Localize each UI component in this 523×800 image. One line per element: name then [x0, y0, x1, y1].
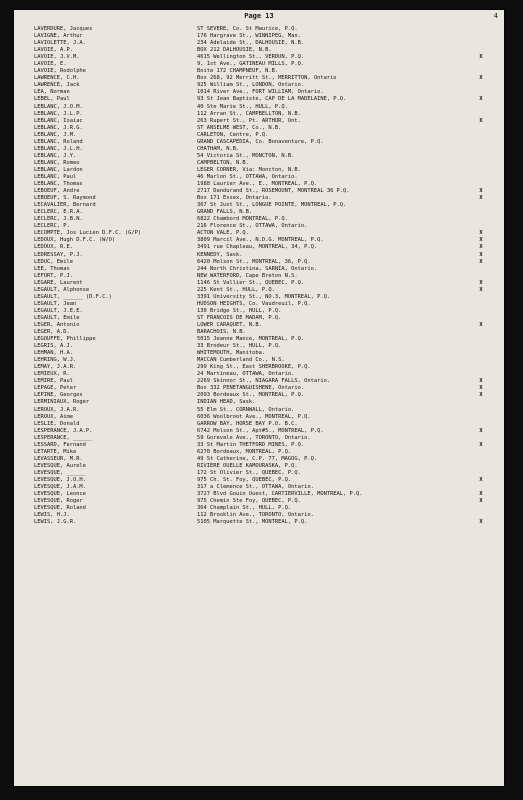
- entry-name: LEGER, Antonio: [34, 321, 80, 328]
- entry-address: 6036 Woolbroot Ave., MONTREAL, P.Q.: [197, 413, 311, 420]
- list-item: [14, 75, 504, 82]
- list-item: [14, 216, 504, 223]
- list-item: [14, 111, 504, 118]
- entry-name: LEDOUX, Hugh D.F.C. (W/O): [34, 237, 116, 244]
- list-item: [14, 449, 504, 456]
- entry-name: LEBOEUF, Andre: [34, 188, 80, 195]
- entry-name: LEE, Thomas: [34, 265, 70, 272]
- entry-name: LEHRING, W.J.: [34, 357, 77, 364]
- list-item: [14, 294, 504, 301]
- entry-address: 2717 Dandurand St., ROSEMOUNT, MONTREAL 36 P.Q.: [197, 188, 350, 195]
- entry-address: Box 332 PENETANGUISHENE, Ontario.: [197, 385, 305, 392]
- list-item: [14, 463, 504, 470]
- list-item: [14, 104, 504, 111]
- list-item: [14, 477, 504, 484]
- entry-name: LEBLANC, Lardon: [34, 166, 83, 173]
- entry-address: NEW WATERFORD, Cape Breton N.S.: [197, 272, 298, 279]
- entry-name: LEBLANC, Thomas: [34, 181, 83, 188]
- entry-name: LEGAULT, ______ (D.F.C.): [34, 293, 112, 300]
- entry-name: LAVIGNE, Arthur: [34, 33, 83, 40]
- entry-name: LECLERC, E.R.A.: [34, 209, 83, 216]
- entry-address: 59 Gorevale Ave., TORONTO, Ontario.: [197, 434, 311, 441]
- list-item: [14, 195, 504, 202]
- list-item: [14, 456, 504, 463]
- entry-name: LEVESQUE, ______: [34, 469, 86, 476]
- entry-name: LEDRESSAY, P.J.: [34, 251, 83, 258]
- entry-address: 9, 1st Ave., GATINEAU MILLS, P.Q.: [197, 61, 305, 68]
- list-item: [14, 329, 504, 336]
- entry-address: 6822 Chambord MONTREAL, P.Q.: [197, 216, 288, 223]
- list-item: [14, 491, 504, 498]
- entry-address: 299 King St., East SHERBROOKE, P.Q.: [197, 364, 311, 371]
- list-item: [14, 252, 504, 259]
- entry-name: LECOMPTE, Jos Lucien D.F.C. (G/P): [34, 230, 142, 237]
- entry-address: 24 Martineau, OTTAWA, Ontario.: [197, 371, 295, 378]
- entry-mark: X: [479, 279, 483, 286]
- entry-address: 5105 Marquette St., MONTREAL, P.Q.: [197, 519, 308, 526]
- entry-address: 925 William St., LONDON, Ontario.: [197, 82, 305, 89]
- list-item: [14, 174, 504, 181]
- entry-mark: X: [479, 519, 483, 526]
- list-item: [14, 68, 504, 75]
- entry-address: 2093 Bordeaux St., MONTREAL, P.Q.: [197, 392, 305, 399]
- list-item: [14, 153, 504, 160]
- entry-address: LOWER CARAQUET, N.B.: [197, 321, 262, 328]
- entry-address: 3809 Marcil Ave., N.D.G. MONTREAL, P.Q.: [197, 237, 324, 244]
- entry-address: 1988 Laurier Ave., E., MONTREAL, P.Q.: [197, 181, 318, 188]
- list-item: [14, 47, 504, 54]
- entry-address: 1146 St Vallier St., QUEBEC, P.Q.: [197, 279, 305, 286]
- list-item: [14, 428, 504, 435]
- entry-name: LECLERC, J.B.N.: [34, 216, 83, 223]
- list-item: [14, 378, 504, 385]
- entry-address: MACCAN Cumberland Co., N.S.: [197, 357, 285, 364]
- entry-mark: X: [479, 491, 483, 498]
- entry-address: 46 Marlon St., OTTAWA, Ontario.: [197, 173, 298, 180]
- document-page: [14, 10, 504, 786]
- entry-address: ST SEVERE, Co. St Maurice, P.Q.: [197, 26, 298, 32]
- entry-address: Box 171 Essex, Ontario.: [197, 195, 272, 202]
- entry-mark: X: [479, 96, 483, 103]
- entry-address: 3391 University St., NO.3, MONTREAL, P.Q.: [197, 293, 331, 300]
- entry-address: 367 St Just St., LONGUE POINTE, MONTREAL, P.Q.: [197, 202, 347, 209]
- entry-name: LEBLANC, Isaiac: [34, 117, 83, 124]
- entry-name: LEBLANC, Paul: [34, 173, 77, 180]
- entry-name: LEGARE, Laurent: [34, 279, 83, 286]
- entry-address: INDIAN HEAD, Sask.: [197, 399, 256, 406]
- list-item: [14, 40, 504, 47]
- entry-address: 244 North Christina, SARNIA, Ontario.: [197, 265, 318, 272]
- entry-address: 234 Adelaide St., DALHOUSIE, N.B.: [197, 40, 305, 47]
- entry-name: LEDOUX, R.E.: [34, 244, 73, 251]
- entry-name: LEVESQUE, Roland: [34, 505, 86, 512]
- entry-mark: X: [479, 188, 483, 195]
- entry-name: LESPERANCE, J.A.P.: [34, 427, 93, 434]
- entry-name: LEBLANC, J.O.M.: [34, 103, 83, 110]
- entry-name: LESSARD, Fernand: [34, 441, 86, 448]
- list-item: [14, 26, 504, 33]
- entry-name: LEA, Norman: [34, 89, 70, 96]
- entry-name: LEGRIS, A.J.: [34, 343, 73, 350]
- list-item: [14, 407, 504, 414]
- list-item: [14, 392, 504, 399]
- entry-address: 3491 rue Chapleau, MONTREAL, 34, P.Q.: [197, 244, 318, 251]
- list-item: [14, 470, 504, 477]
- entry-address: KENNEDY, Sask.: [197, 251, 243, 258]
- list-item: [14, 385, 504, 392]
- list-item: [14, 357, 504, 364]
- list-item: [14, 82, 504, 89]
- entry-name: LECLERC, P.: [34, 223, 70, 230]
- list-item: [14, 160, 504, 167]
- list-item: [14, 435, 504, 442]
- entry-name: LEGOUFFE, Phillippe: [34, 336, 96, 343]
- list-item: [14, 498, 504, 505]
- entry-address: 2269 Skinnor St., NIAGARA FALLS, Ontario.: [197, 378, 331, 385]
- list-item: [14, 96, 504, 103]
- entry-address: Box 268, 92 Merritt St., MERRITTON, Ontario: [197, 75, 337, 82]
- entry-address: 172 St Olivier St., QUEBEC, P.Q.: [197, 469, 301, 476]
- entry-address: 40 Ste Marie St., HULL, P.Q.: [197, 103, 288, 110]
- list-item: [14, 146, 504, 153]
- list-item: [14, 244, 504, 251]
- entry-address: 6270 Bordeaux, MONTREAL, P.Q.: [197, 448, 292, 455]
- entry-name: LESPERANCE, ______: [34, 434, 93, 441]
- list-item: [14, 132, 504, 139]
- entry-name: LEVESQUE, Roger: [34, 498, 83, 505]
- entry-name: LEBOEUF, S. Raymond: [34, 195, 96, 202]
- entry-name: LEROUX, J.A.R.: [34, 406, 80, 413]
- list-item: [14, 167, 504, 174]
- entry-name: LEFORT, P.J.: [34, 272, 73, 279]
- entry-name: LEBLANC, J.L.P.: [34, 110, 83, 117]
- entry-name: LEBLANC, J.M.: [34, 131, 77, 138]
- entry-name: LAWRENCE, Jack: [34, 82, 80, 89]
- entry-address: 3727 Blvd Gouin Ouest, CARTIERVILLE, MONTREAL, P.Q.: [197, 491, 363, 498]
- entry-name: LEBLANC, J.L.H.: [34, 145, 83, 152]
- list-item: [14, 230, 504, 237]
- entry-name: LAVIOLETTE, J.A.: [34, 40, 86, 47]
- entry-mark: X: [479, 258, 483, 265]
- list-item: [14, 61, 504, 68]
- list-item: [14, 364, 504, 371]
- entry-name: LEWIS, J.G.R.: [34, 519, 77, 526]
- list-item: [14, 505, 504, 512]
- page-corner-mark: 4: [493, 12, 498, 20]
- list-item: [14, 139, 504, 146]
- entry-mark: X: [479, 54, 483, 61]
- entry-address: 33 Brodeur St., HULL, P.Q.: [197, 343, 282, 350]
- list-item: [14, 336, 504, 343]
- entry-name: LEMIRE, Paul: [34, 378, 73, 385]
- list-item: [14, 223, 504, 230]
- list-item: [14, 280, 504, 287]
- entry-mark: X: [479, 195, 483, 202]
- entry-address: 975 Chemin Ste Foy, QUEBEC, P.Q.: [197, 498, 301, 505]
- entry-name: LEBLANC, Romeo: [34, 159, 80, 166]
- entry-name: LEHMAN, H.A.: [34, 350, 73, 357]
- entry-name: LEGAULT, Jean: [34, 300, 77, 307]
- entry-address: CHATHAM, N.B.: [197, 145, 240, 152]
- list-item: [14, 209, 504, 216]
- entry-name: LEMAY, J.A.R.: [34, 364, 77, 371]
- entry-address: 6742 Molson St., Apt#5., MONTREAL, P.Q.: [197, 427, 324, 434]
- roster-list: [14, 26, 504, 526]
- list-item: [14, 343, 504, 350]
- entry-name: LEBEL, Paul: [34, 96, 70, 103]
- list-item: [14, 484, 504, 491]
- entry-name: LEGAULT, Emile: [34, 314, 80, 321]
- entry-mark: X: [479, 75, 483, 82]
- entry-address: 263 Rupert St., Pt. ARTHUR, Ont.: [197, 117, 301, 124]
- entry-address: GRAND CASCAPEDIA, Co. Bonaventure, P.Q.: [197, 138, 324, 145]
- entry-name: LAVERDURE, Jacques: [34, 26, 93, 32]
- entry-address: 112 Brooklin Ave., TORONTO, Ontario.: [197, 512, 314, 519]
- list-item: [14, 237, 504, 244]
- entry-name: LEBLANC, J.R.G.: [34, 124, 83, 131]
- page-title: Page 13: [244, 12, 274, 20]
- entry-mark: X: [479, 244, 483, 251]
- entry-mark: X: [479, 392, 483, 399]
- entry-mark: X: [479, 441, 483, 448]
- entry-address: BARACHOIS, N.B.: [197, 329, 246, 336]
- entry-name: LESLIE, Donald: [34, 420, 80, 427]
- entry-name: LEDUC, Emile: [34, 258, 73, 265]
- entry-address: 364 Champlain St., HULL, P.Q.: [197, 505, 292, 512]
- entry-name: LEWIS, H.J.: [34, 512, 70, 519]
- list-item: [14, 519, 504, 526]
- entry-address: CARLETON, Centre, P.Q.: [197, 131, 269, 138]
- list-item: [14, 442, 504, 449]
- entry-address: 130 Bridge St., HULL, P.Q.: [197, 307, 282, 314]
- list-item: [14, 512, 504, 519]
- entry-address: 975 Ch. St. Foy, QUEBEC, P.Q.: [197, 477, 292, 483]
- entry-mark: X: [479, 286, 483, 293]
- list-item: [14, 287, 504, 294]
- entry-name: LEVESQUE, J.O.H.: [34, 477, 86, 483]
- entry-name: LAWRENCE, C.H.: [34, 75, 80, 82]
- list-item: [14, 202, 504, 209]
- entry-address: WHITEMOUTH, Manitoba.: [197, 350, 266, 357]
- entry-mark: X: [479, 378, 483, 385]
- list-item: [14, 308, 504, 315]
- list-item: [14, 350, 504, 357]
- list-item: [14, 118, 504, 125]
- list-item: [14, 301, 504, 308]
- entry-mark: X: [479, 498, 483, 505]
- entry-name: LEMIEUX, R.: [34, 371, 70, 378]
- entry-name: LEVESQUE, Aurele: [34, 462, 86, 469]
- list-item: [14, 266, 504, 273]
- list-item: [14, 399, 504, 406]
- entry-mark: X: [479, 427, 483, 434]
- entry-mark: X: [479, 385, 483, 392]
- entry-mark: X: [479, 237, 483, 244]
- entry-address: 4615 Wellington St., VERDUN, P.Q.: [197, 54, 305, 61]
- entry-address: 317 a Clemence St., OTTAWA, Ontario.: [197, 484, 314, 491]
- entry-name: LEGER, A.D.: [34, 329, 70, 336]
- entry-name: LECAVALIER, Bernard: [34, 202, 96, 209]
- list-item: [14, 54, 504, 61]
- entry-name: LEBLANC, J.Y.: [34, 152, 77, 159]
- entry-name: LEVESQUE, J.A.M.: [34, 484, 86, 491]
- entry-address: HUDSON HEIGHTS, Co. Vaudreuil, P.Q.: [197, 300, 311, 307]
- list-item: [14, 273, 504, 280]
- entry-name: LAVOIE, E.: [34, 61, 67, 68]
- entry-mark: X: [479, 321, 483, 328]
- list-item: [14, 33, 504, 40]
- entry-mark: X: [479, 251, 483, 258]
- entry-address: 5015 Jeanne Mance, MONTREAL, P.Q.: [197, 336, 305, 343]
- entry-name: LETARTE, Mike: [34, 448, 77, 455]
- entry-address: 49 St Catherine, C.P. 77, MAGOG, P.Q.: [197, 455, 318, 462]
- list-item: [14, 125, 504, 132]
- list-item: [14, 414, 504, 421]
- entry-address: 1014 River Ave., FORT WILLIAM, Ontario.: [197, 89, 324, 96]
- entry-name: LAVOIE, A.P.: [34, 47, 73, 54]
- list-item: [14, 89, 504, 96]
- list-item: [14, 259, 504, 266]
- entry-address: BOX 212 DALHOUSIE, N.B.: [197, 47, 272, 54]
- entry-address: 216 Florence St., OTTAWA, Ontario.: [197, 223, 308, 230]
- entry-address: ACTON VALE, P.Q.: [197, 230, 249, 237]
- list-item: [14, 315, 504, 322]
- entry-address: 55 Elm St., CORNWALL, Ontario.: [197, 406, 295, 413]
- entry-address: 93 St Jean Baptiste, CAP DE LA MADELAINE, P.Q.: [197, 96, 347, 103]
- entry-address: 176 Hargrave St., WINNIPEG, Man.: [197, 33, 301, 40]
- entry-name: LEGAULT, Alphonse: [34, 286, 90, 293]
- entry-name: LERMINIAUX, Roger: [34, 399, 90, 406]
- entry-name: LEVASSEUR, M.R.: [34, 455, 83, 462]
- list-item: [14, 322, 504, 329]
- entry-name: LAVOIE, J.V.M.: [34, 54, 80, 61]
- entry-address: ST ANSELME WEST, Co., N.B.: [197, 124, 282, 131]
- list-item: [14, 371, 504, 378]
- entry-address: 225 Kent St., HULL, P.Q.: [197, 286, 275, 293]
- entry-name: LEPINE, Georges: [34, 392, 83, 399]
- list-item: [14, 421, 504, 428]
- entry-address: ST FRANCOIS DE MADAM, P.Q.: [197, 314, 282, 321]
- list-item: [14, 181, 504, 188]
- entry-name: LEBLANC, Roland: [34, 138, 83, 145]
- entry-address: 6420 Molson St., MONTREAL, 36, P.Q.: [197, 258, 311, 265]
- entry-address: 33 St Martin THETFORD MINES, P.Q.: [197, 441, 305, 448]
- entry-address: Boite 172 CHAMPNEUF, N.B.: [197, 68, 279, 75]
- entry-mark: X: [479, 117, 483, 124]
- entry-name: LEVESQUE, Leonce: [34, 491, 86, 498]
- entry-address: GRAND FALLS, N.B.: [197, 209, 253, 216]
- entry-name: LAVOIE, Rodolphe: [34, 68, 86, 75]
- entry-mark: X: [479, 477, 483, 483]
- list-item: [14, 188, 504, 195]
- entry-address: 54 Victoria St., MONCTON, N.B.: [197, 152, 295, 159]
- entry-name: LEROUX, Aime: [34, 413, 73, 420]
- entry-name: LEPAGE, Peter: [34, 385, 77, 392]
- entry-address: 112 Arran St., CAMPBELLTON, N.B.: [197, 110, 301, 117]
- entry-address: LEGER CORNER, Via: Moncton, N.B.: [197, 166, 301, 173]
- entry-mark: X: [479, 230, 483, 237]
- entry-address: CAMPBELTON, N.B.: [197, 159, 249, 166]
- entry-address: GARROW BAY, HORSE BAY P.O. B.C.: [197, 420, 298, 427]
- entry-name: LEGAULT, J.E.E.: [34, 307, 83, 314]
- entry-address: RIVIERE OUELLE KAMOURASKA, P.Q.: [197, 462, 298, 469]
